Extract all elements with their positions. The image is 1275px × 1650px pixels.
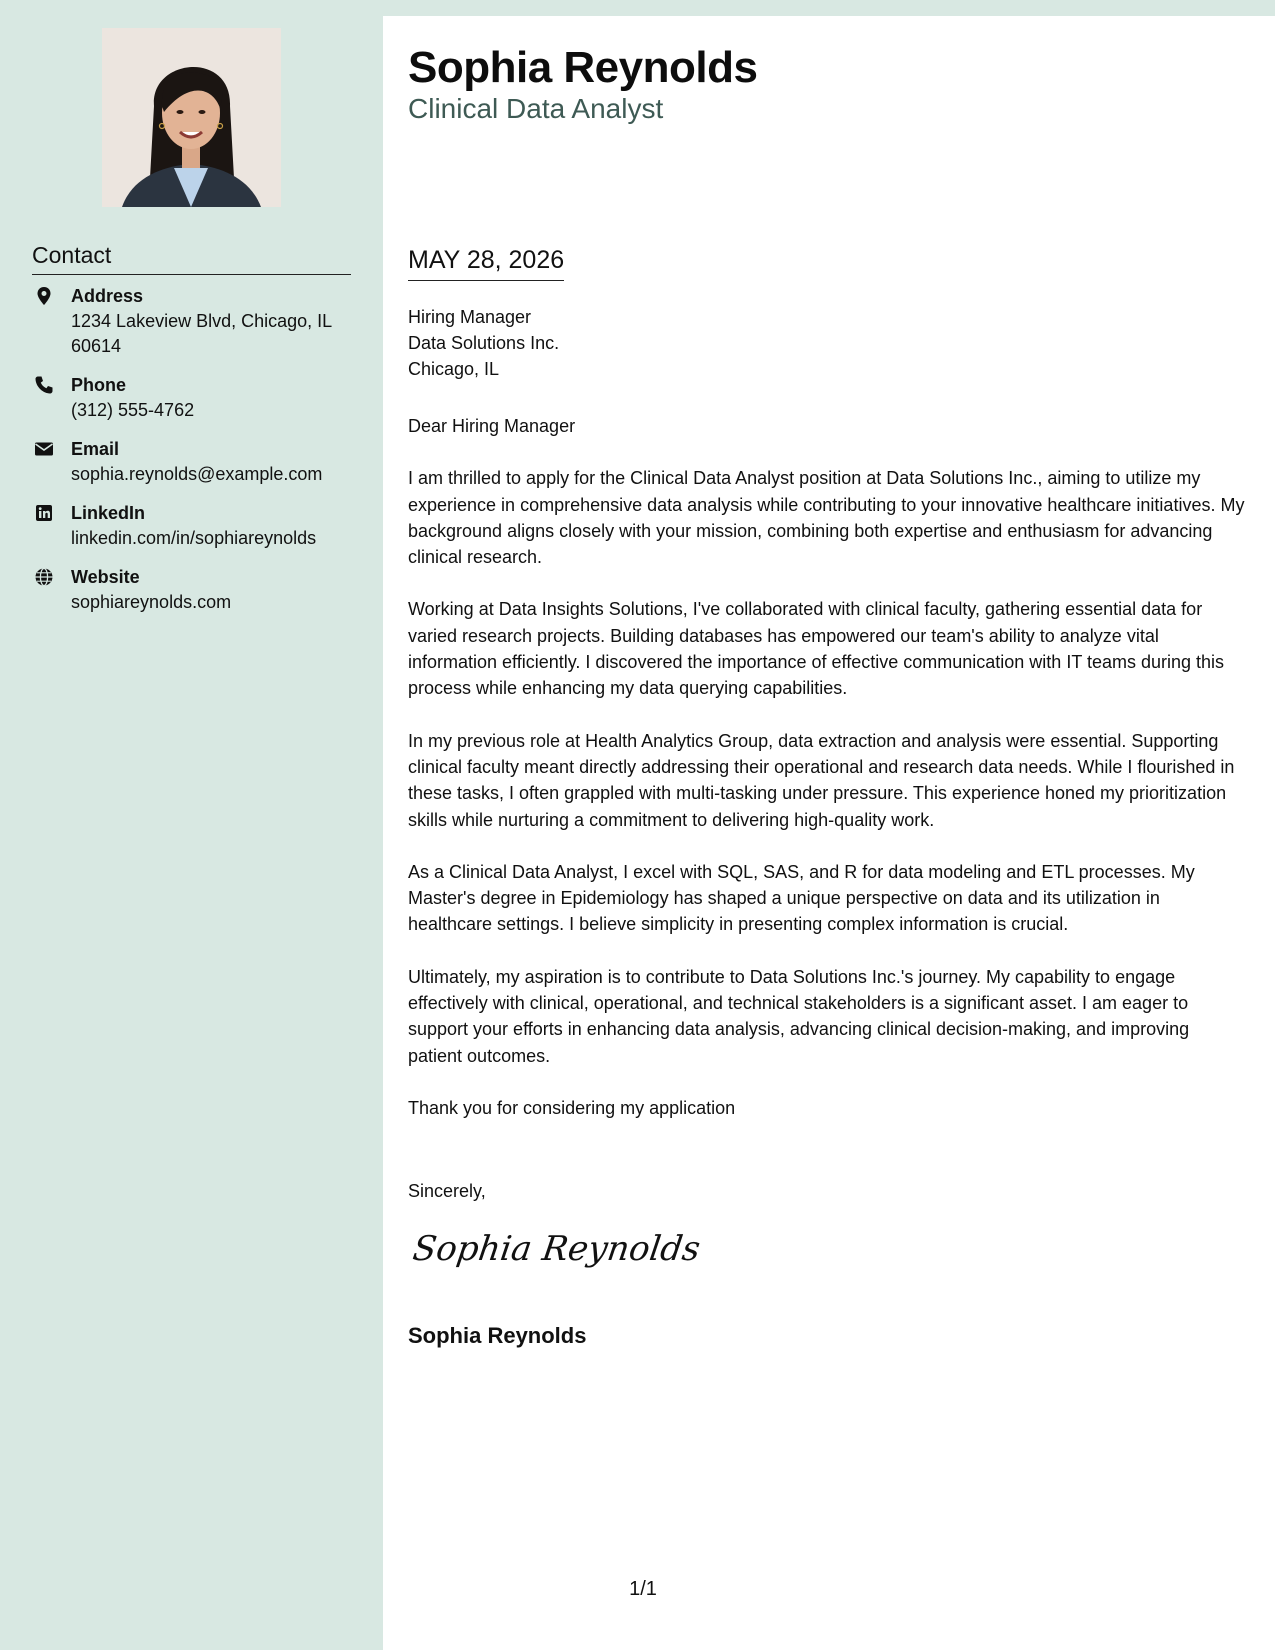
linkedin-value[interactable]: linkedin.com/in/sophiareynolds: [71, 528, 317, 548]
phone-icon: [34, 375, 54, 395]
website-value[interactable]: sophiareynolds.com: [71, 592, 232, 612]
contact-email: [32, 437, 362, 487]
location-pin-icon: [34, 286, 54, 306]
job-title: Clinical Data Analyst: [408, 93, 664, 124]
contact-phone: [32, 373, 362, 423]
contact-label: Phone: [71, 375, 127, 395]
letter-text: [408, 413, 1248, 1147]
address-value: 1234 Lakeview Blvd, Chicago, IL 60614: [71, 311, 332, 356]
paragraph: I am thrilled to apply for the Clinical Data Analyst position at Data Solutions Inc., aiming to utilize my experience in comprehensive data analysis while contributing to your innovative healthcare initiatives. My background aligns closely with your mission, combining both expertise and enthusiasm for advancing clinical research.: [408, 468, 1245, 568]
signoff: Sincerely,: [408, 1181, 486, 1201]
paragraph: As a Clinical Data Analyst, I excel with SQL, SAS, and R for data modeling and ETL processes. My Master's degree in Epidemiology has shaped a unique perspective on data and its utilization in healthcare settings. I believe simplicity in presenting complex information is crucial.: [408, 861, 1195, 935]
recipient-block: [408, 304, 559, 382]
linkedin-icon: [34, 503, 54, 523]
profile-photo: [102, 28, 281, 207]
page-number: 1/1: [629, 1578, 657, 1600]
signed-name: Sophia Reynolds: [408, 1323, 587, 1348]
paragraph: Ultimately, my aspiration is to contribute to Data Solutions Inc.'s journey. My capability to engage effectively with clinical, operational, and technical stakeholders is a significant asset. I am eager to support your efforts in enhancing data analysis, advancing clinical decision-making, and improving patient outcomes.: [408, 966, 1190, 1066]
contact-label: LinkedIn: [71, 503, 146, 523]
contact-heading: Contact: [32, 240, 351, 275]
letter-body: [383, 16, 1275, 1650]
globe-icon: [34, 567, 54, 587]
signature-text: Sophia Reynolds: [410, 1229, 703, 1269]
contact-label: Website: [71, 567, 140, 587]
phone-value: (312) 555-4762: [71, 400, 195, 420]
contact-website: [32, 565, 362, 615]
applicant-name: Sophia Reynolds: [408, 43, 758, 92]
paragraph: In my previous role at Health Analytics Group, data extraction and analysis were essential. Supporting clinical faculty meant directly addressing their operational and research data needs. While I flourished in these tasks, I often grappled with multi-tasking under pressure. This experience honed my prioritization skills while nurturing a commitment to delivering high-quality work.: [408, 730, 1235, 830]
paragraph: Working at Data Insights Solutions, I've collaborated with clinical faculty, gathering essential data for varied research projects. Building databases has empowered our team's ability to analyze vital information efficiently. I discovered the importance of effective communication with IT teams during this process while enhancing my data querying capabilities.: [408, 599, 1225, 699]
recipient-line: Chicago, IL: [408, 359, 500, 379]
contact-label: Email: [71, 439, 120, 459]
handwritten-signature: [410, 1222, 703, 1274]
email-value[interactable]: sophia.reynolds@example.com: [71, 464, 323, 484]
contact-linkedin: [32, 501, 362, 551]
sidebar: [0, 0, 383, 1650]
salutation: Dear Hiring Manager: [408, 416, 576, 436]
contact-list: [32, 284, 362, 629]
letter-date: MAY 28, 2026: [408, 244, 564, 281]
closing-line: Thank you for considering my application: [408, 1097, 736, 1118]
contact-address: [32, 284, 362, 359]
contact-label: Address: [71, 286, 144, 306]
recipient-line: Hiring Manager: [408, 307, 532, 327]
avatar: [102, 28, 281, 207]
recipient-line: Data Solutions Inc.: [408, 333, 560, 353]
envelope-icon: [34, 439, 54, 459]
